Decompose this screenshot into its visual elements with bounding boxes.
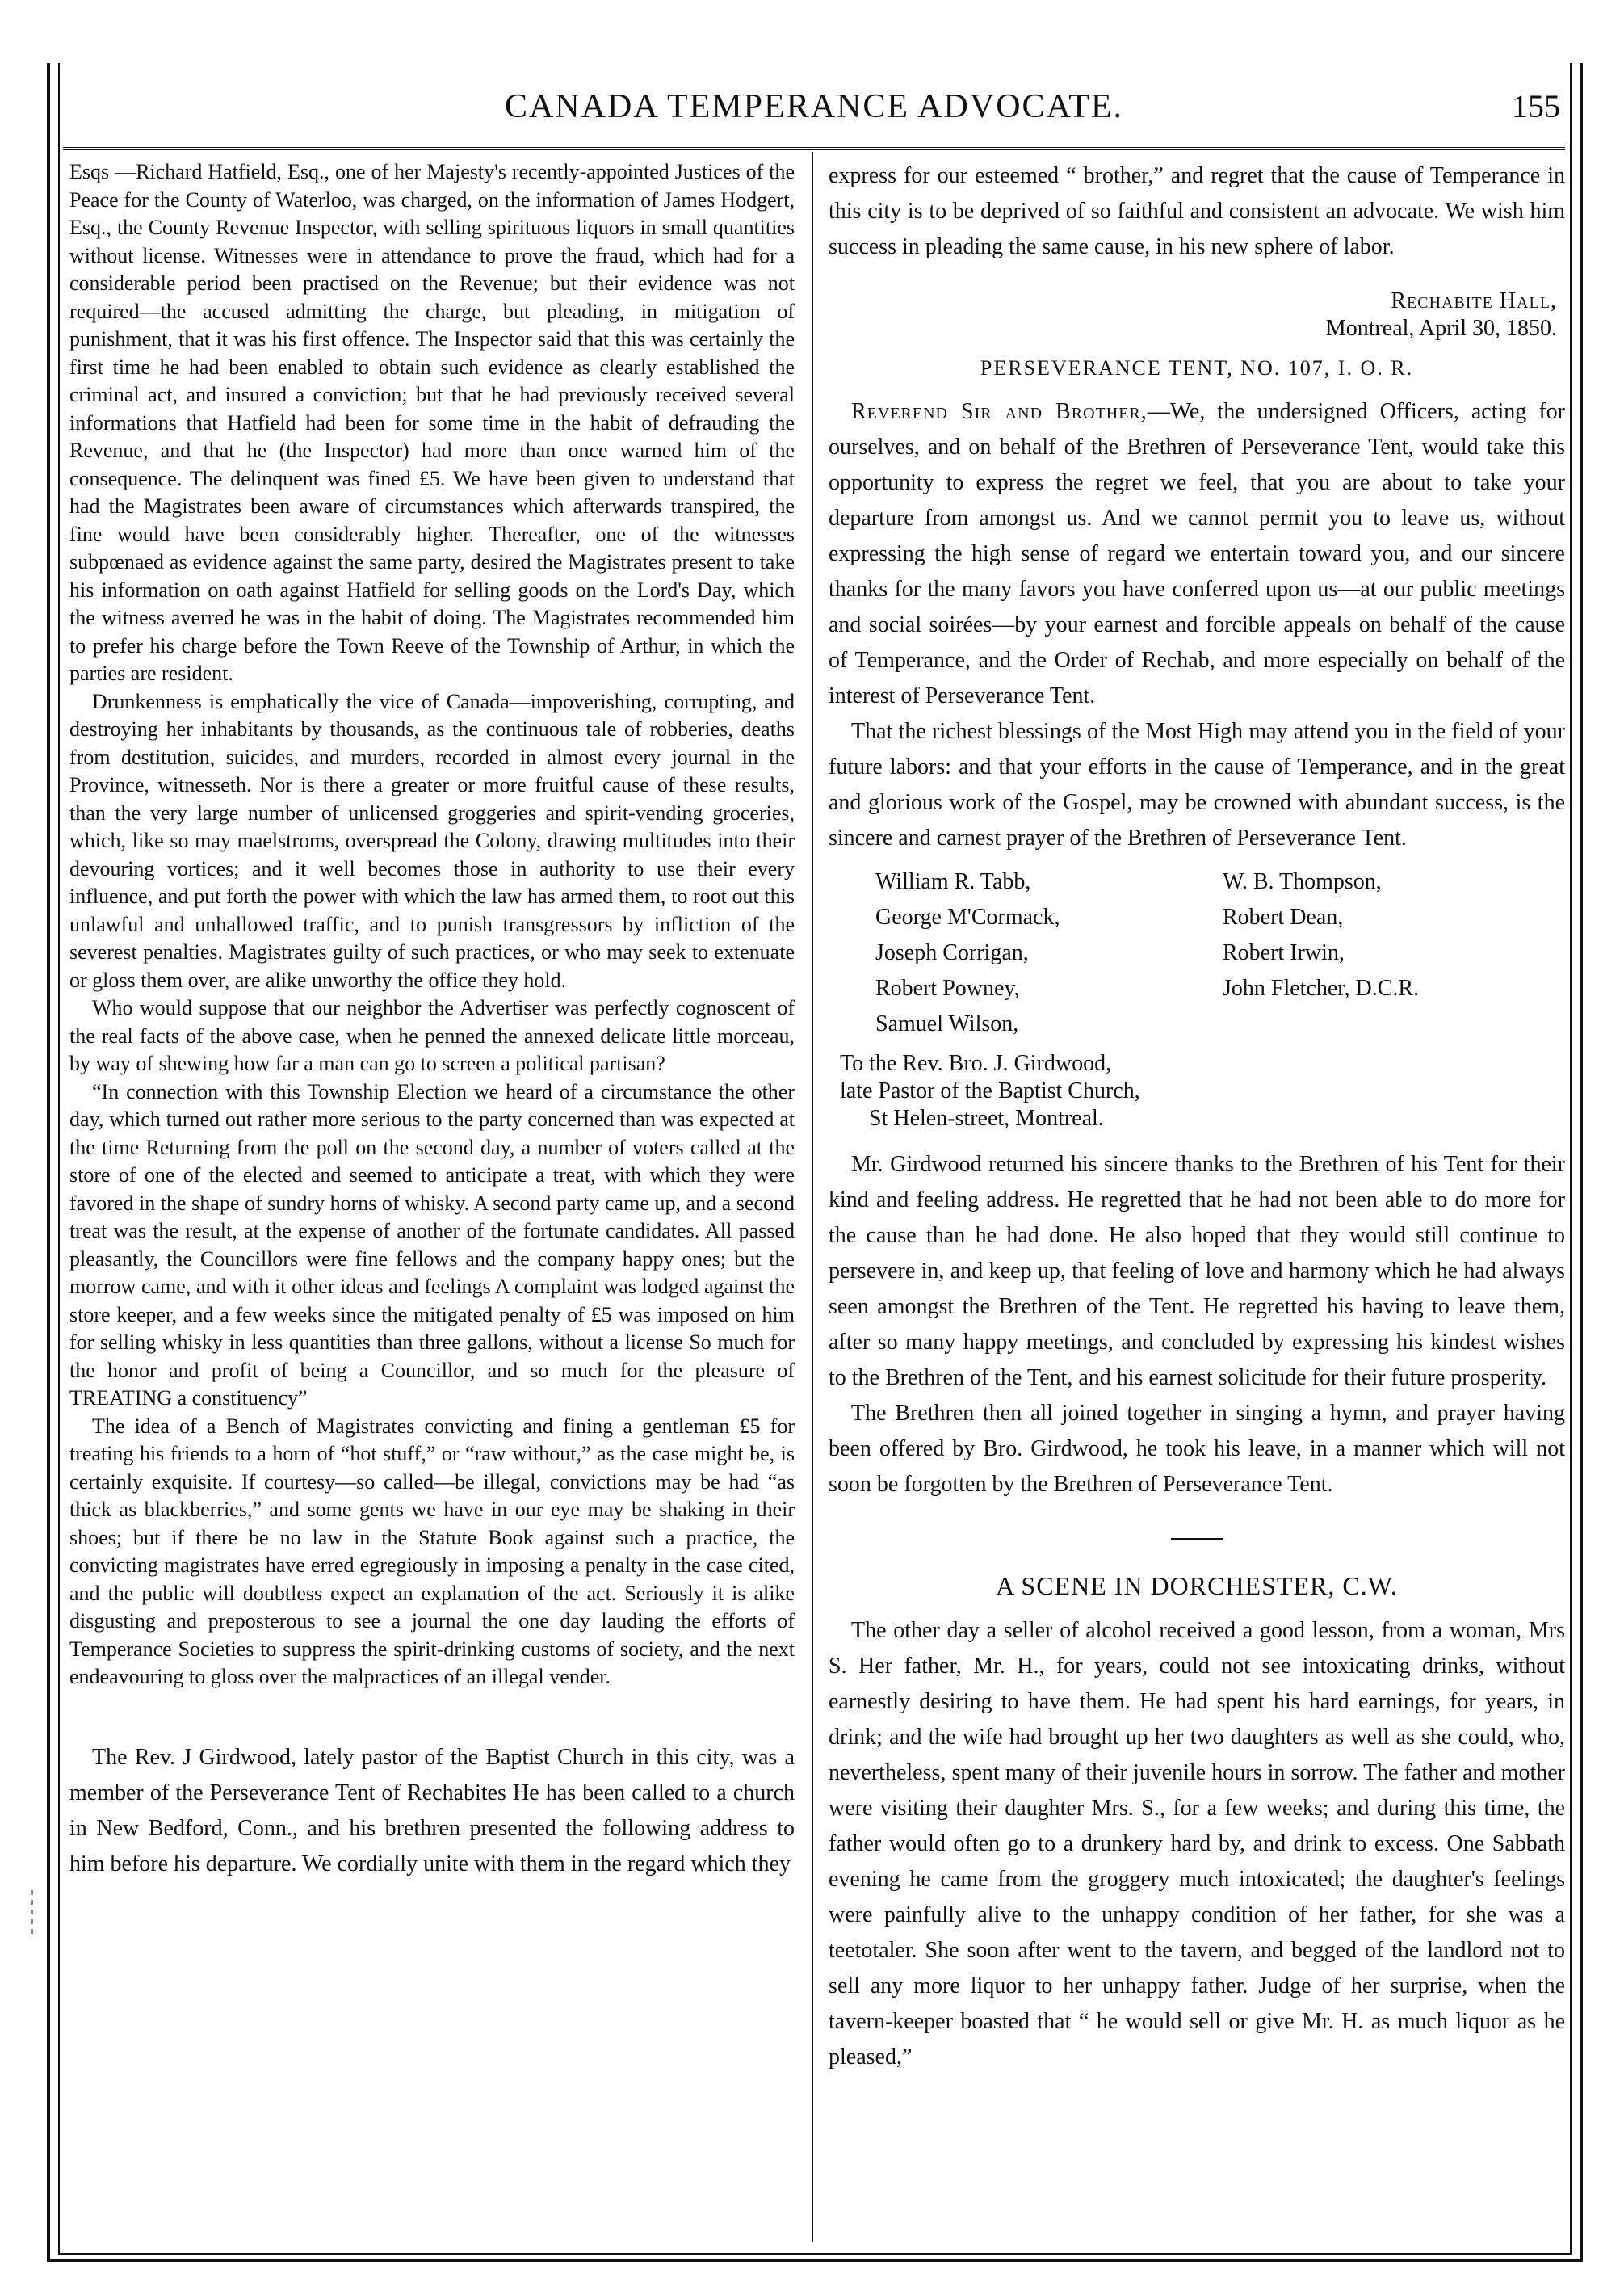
address-text: —We, the undersigned Officers, acting for ourselves, and on behalf of the Brethren of Perseverance Tent, would take this opportunity to express the regret we feel, that you are about to take your departure from amongst us. And we cannot permit you to leave us, without expressing the high sense of regard we entertain toward you, and our sincere thanks for the many favors you have conferred upon us—at our public meetings and social soirées—by your earnest and forcible appeals on behalf of the cause of Temperance, and the Order of Rechab, and more especially on behalf of the interest of Perseverance Tent. [829, 399, 1565, 708]
date-line: Montreal, April 30, 1850. [1325, 316, 1557, 341]
addressee-line: To the Rev. Bro. J. Girdwood, [840, 1051, 1112, 1076]
signatory: George M'Cormack, [875, 905, 1060, 930]
drunkenness-paragraph: Drunkenness is emphatically the vice of Canada—impoverishing, corrupting, and destroying her inhabitants by thousands, as the continuous tale of robberies, deaths from destitution, suicides, and murders, recorded in almost every journal in the Province, witnesseth. Nor is there a greater or more fruitful cause of these results, than the very large number of unlicensed groggeries and spirit-vending groceries, which, like so may maelstroms, overspread the Colony, drawing multitudes into their devouring vortices; and it well becomes those in authority to use their every influence, and put forth the power with which the law has armed them, to root out this unlawful and unhallowed traffic, and to punish transgressors by infliction of the severest penalties. Magistrates guilty of such practices, or who may seek to extenuate or gloss them over, are alike unworthy the office they hold. [69, 689, 795, 992]
signatories-right [1223, 864, 1562, 1042]
left-column [69, 158, 795, 2249]
address-continuation: express for our esteemed “ brother,” and regret that the cause of Temperance in this city is to be deprived of so faithful and consistent an advocate. We wish him success in pleading the same cause, in his new sphere of labor. [829, 163, 1565, 259]
signatories-left [875, 864, 1215, 1042]
section-rule [1171, 1538, 1223, 1540]
girdwood-intro: The Rev. J Girdwood, lately pastor of the Baptist Church in this city, was a member of the Perseverance Tent of Rechabites He has been called to a church in New Bedford, Conn., and his brethren presented the following address to him before his departure. We cordially unite with them in the regard which they [69, 1744, 795, 1876]
magistrates-paragraph: The idea of a Bench of Magistrates convicting and fining a gentleman £5 for treating his friends to a horn of “hot stuff,” or “raw without,” as the case might be, is certainly exquisite. If courtesy—so called—be illegal, convictions may be had “as thick as blackberries,” and some gents we have in our eye may be shaking in their shoes; but if there be no law in the Statute Book against such a practice, the convicting magistrates have erred egregiously in imposing a penalty in the case cited, and the public will doubtless expect an explanation of the act. Seriously it is alike disgusting and preposterous to see a journal the one day lauding the efforts of Temperance Societies to suppress the spirit-drinking customs of society, and the next endeavouring to gloss over the malpractices of an illegal vender. [69, 1414, 795, 1688]
place-date-block [829, 288, 1557, 343]
signatory: John Fletcher, D.C.R. [1223, 976, 1420, 1001]
right-column [829, 158, 1565, 2249]
signatory: Robert Dean, [1223, 905, 1344, 930]
salutation: Reverend Sir and Brother, [851, 399, 1148, 424]
addressee-line: late Pastor of the Baptist Church, [840, 1078, 1140, 1103]
hatfield-paragraph: Esqs —Richard Hatfield, Esq., one of her Majesty's recently-appointed Justices of the Peace for the County of Waterloo, was charged, on the information of James Hodgert, Esq., the County Revenue Inspector, with selling spirituous liquors in small quantities without license. Witnesses were in attendance to prove the fraud, which had for a considerable period been practised on the Revenue; but their evidence was not required—the accused admitting the charge, but pleading, in mitigation of punishment, that it was his first offence. The Inspector said that this was certainly the first time he had been enabled to obtain such evidence as clearly established the criminal act, and insured a conviction; but that he had previously received several informations that Hatfield had been for some time in the habit of defrauding the Revenue, and that he (the Inspector) had more than once warned him of the consequence. The delinquent was fined £5. We have been given to understand that had the Magistrates been aware of circumstances which afterwards transpired, the fine would have been considerably higher. Thereafter, one of the witnesses subpœnaed as evidence against the same party, desired the Magistrates present to take his information on oath against Hatfield for selling goods on the Lord's Day, which the witness averred he was in the habit of doing. The Magistrates recommended him to prefer his charge before the Town Reeve of the Township of Arthur, in which the parties are resident. [69, 160, 795, 685]
election-quote: “In connection with this Township Election we heard of a circumstance the other day, which turned out rather more serious to the party concerned than was expected at the time Returning from the poll on the second day, a number of voters called at the store of one of the elected and seemed to anticipate a treat, with which they were favored in the shape of sundry horns of whisky. A second party came up, and a second treat was the result, at the expense of another of the fortunate candidates. All passed pleasantly, the Councillors were fine fellows and the company happy ones; but the morrow came, and with it other ideas and feelings A complaint was lodged against the store keeper, and a few weeks since the mitigated penalty of £5 was imposed on him for selling whisky in less quantities than three gallons, without a license So much for the honor and profit of being a Councillor, and so much for the pleasure of TREATING a constituency” [69, 1079, 795, 1410]
signatory: William R. Tabb, [875, 869, 1031, 894]
page-header [63, 87, 1565, 141]
header-rule [63, 147, 1565, 150]
margin-mark [31, 1890, 33, 1935]
addressee-line: St Helen-street, Montreal. [869, 1106, 1104, 1131]
tent-heading: PERSEVERANCE TENT, NO. 107, I. O. R. [980, 356, 1414, 380]
section-gap [69, 1692, 795, 1740]
publication-title: CANADA TEMPERANCE ADVOCATE. [504, 88, 1124, 125]
column-divider [812, 152, 813, 2242]
girdwood-reply: Mr. Girdwood returned his sincere thanks to the Brethren of his Tent for their kind and feeling address. He regretted that he had not been able to do more for the cause than he had done. He also hoped that they would still continue to persevere in, and keep up, that feeling of love and harmony which he had always seen amongst the Brethren of the Tent. He regretted his having to leave them, after so many happy meetings, and concluded by expressing his kindest wishes to the Brethren of the Tent, and his earnest solicitude for their future prosperity. [829, 1152, 1565, 1390]
signatories [875, 864, 1565, 1042]
page-number: 155 [1512, 88, 1560, 124]
closing-paragraph: The Brethren then all joined together in singing a hymn, and prayer having been offered by Bro. Girdwood, he took his leave, in a manner which will not soon be forgotten by the Brethren of Perseverance Tent. [829, 1401, 1565, 1497]
advertiser-paragraph: Who would suppose that our neighbor the Advertiser was perfectly cognoscent of the real facts of the above case, when he penned the annexed delicate little morceau, by way of shewing how far a man can go to screen a political partisan? [69, 996, 795, 1075]
addressee-block [840, 1050, 1565, 1133]
signatory: W. B. Thompson, [1223, 869, 1382, 894]
scene-paragraph: The other day a seller of alcohol received a good lesson, from a woman, Mrs S. Her father, Mr. H., for years, could not see intoxicating drinks, without earnestly desiring to have them. He had spent his hard earnings, for years, in drink; and the wife had brought up her two daughters as well as she could, who, nevertheless, spent many of their juvenile hours in sorrow. The father and mother were visiting their daughter Mrs. S., for a few weeks; and during this time, the father would often go to a drunkery hard by, and drink to excess. One Sabbath evening he came from the groggery much intoxicated; the daughter's feelings were painfully alive to the unhappy condition of her father, for she was a teetotaler. She soon after went to the tavern, and begged of the landlord not to sell any more liquor to her unhappy father. Judge of her surprise, when the tavern-keeper boasted that “ he would sell or give Mr. H. as much liquor as he pleased,” [829, 1618, 1565, 2070]
signatory: Robert Powney, [875, 976, 1020, 1001]
signatory: Samuel Wilson, [875, 1011, 1019, 1036]
signatory: Joseph Corrigan, [875, 940, 1029, 965]
address-body [829, 394, 1565, 714]
signatory: Robert Irwin, [1223, 940, 1345, 965]
blessing-paragraph: That the richest blessings of the Most High may attend you in the field of your future labors: and that your efforts in the cause of Temperance, and in the great and glorious work of the Gospel, may be crowned with abundant success, is the sincere and carnest prayer of the Brethren of Perseverance Tent. [829, 719, 1565, 851]
scene-heading: A SCENE IN DORCHESTER, C.W. [996, 1571, 1398, 1600]
place-line: Rechabite Hall, [1391, 288, 1557, 313]
